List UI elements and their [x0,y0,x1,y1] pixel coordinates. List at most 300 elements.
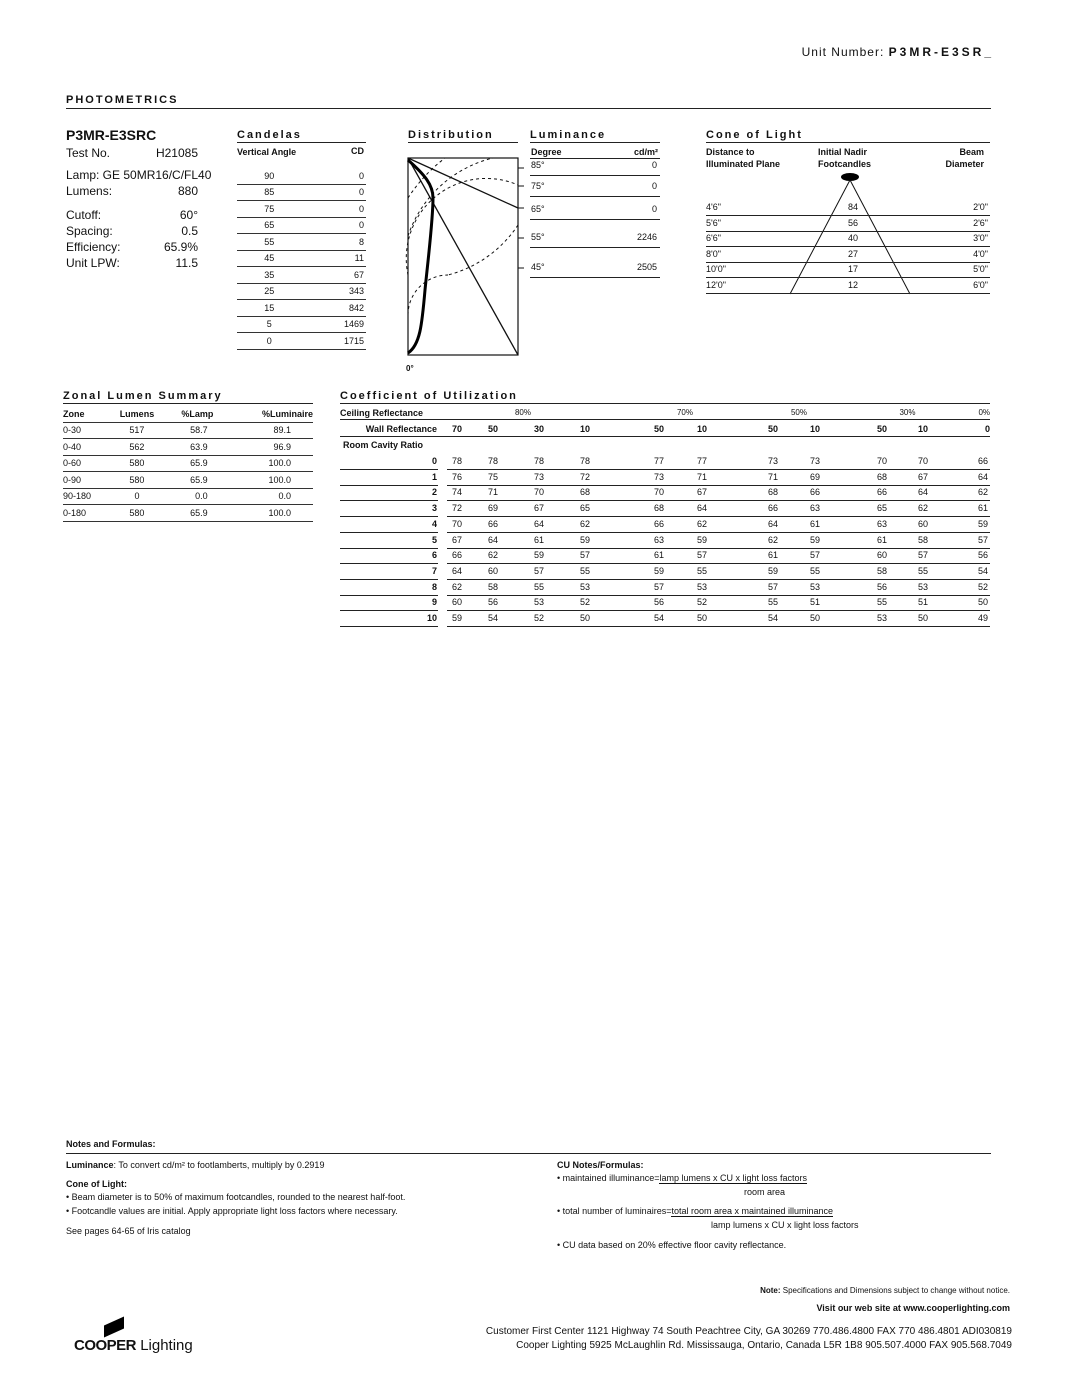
zonal-header: Lumens [109,406,165,422]
cu-cell: 78 [488,456,499,466]
zonal-cell: 96.9 [230,439,313,456]
spec-cutoff [66,208,206,222]
cu-cell: 54 [977,565,988,576]
cu-rcr-value: 5 [431,534,437,545]
note-luminance-label: Luminance [66,1160,114,1170]
candelas-cd: 8 [302,234,367,251]
luminance-value: 2505 [636,262,657,272]
cone-col3-line: Beam [959,147,984,157]
luminance-row-rule [530,247,660,248]
footer-address-1: Customer First Center 1121 Highway 74 South Peachtree City, GA 30269 770.486.4800 FAX 770 486.4801 ADI030819 [485,1326,1012,1337]
cu-cell: 57 [697,550,708,561]
cu-cell: 62 [488,550,499,561]
candelas-angle: 75 [237,201,302,218]
cu-cell: 53 [534,597,545,608]
cu-cell: 64 [534,518,545,529]
candelas-row [237,201,366,218]
candelas-cd: 11 [302,250,367,267]
candelas-cd: 0 [302,201,367,218]
spec-value: H21085 [155,146,198,160]
cu-wall-value: 0 [984,424,990,434]
distribution-diagram [400,150,530,365]
candelas-row [237,217,366,234]
cu-cell: 70 [534,487,545,498]
cu-cell: 67 [452,534,463,545]
zonal-cell: 89.1 [230,422,313,439]
zonal-cell: 0-60 [63,455,109,472]
cu-cell: 66 [654,518,665,529]
cu-ceiling-value: 70% [676,408,693,417]
company-logo [74,1337,193,1354]
zonal-row [63,439,313,456]
spec-label: Test No. [66,146,111,160]
cu-header-rule [340,436,990,437]
cu-row-rule [447,579,990,580]
model-title: P3MR-E3SRC [66,127,157,143]
zonal-cell: 580 [109,505,165,522]
unit-number-value: P3MR-E3SR_ [888,45,994,59]
zonal-row [63,422,313,439]
zonal-cell: 58.7 [165,422,230,439]
cu-cell: 61 [768,550,779,561]
logo-word: Lighting [140,1337,193,1354]
cu-cell: 78 [452,456,463,466]
note-cone-bullet: • Footcandle values are initial. Apply appropriate light loss factors where necessary. [66,1206,398,1216]
cu-cell: 59 [697,534,708,545]
cu-title: Coefficient of Utilization [340,390,518,402]
cu-rcr-value: 1 [431,471,437,482]
cu-cell: 58 [918,534,929,545]
luminance-row-rule [530,196,660,197]
cu-formula-luminaires [557,1206,833,1216]
cu-cell: 53 [877,613,888,623]
cu-cell: 76 [452,471,463,482]
cu-row-rule [447,595,990,596]
cu-cell: 54 [488,613,499,623]
spec-test-no [66,146,206,160]
spec-label: Cutoff: [66,208,102,222]
candelas-row [237,333,366,350]
formula-numerator: lamp lumens x CU x light loss factors [659,1173,808,1183]
cu-cell: 60 [488,565,499,576]
cu-cell: 73 [534,471,545,482]
cu-cell: 64 [918,487,929,498]
zonal-row [63,488,313,505]
candelas-row [237,234,366,251]
zonal-cell: 0-180 [63,505,109,522]
cu-cell: 65 [877,503,888,514]
cu-row-rule [340,469,438,470]
cu-cell: 68 [768,487,779,498]
cu-rcr-value: 2 [431,487,437,498]
unit-number-label: Unit Number: [801,45,885,59]
cu-wall-value: 10 [580,424,591,434]
diagram-arc [406,178,518,275]
footer-website[interactable]: Visit our web site at www.cooperlighting.com [816,1303,1010,1313]
formula-left: • maintained illuminance= [557,1173,660,1183]
candelas-angle: 45 [237,250,302,267]
candelas-angle: 15 [237,300,302,317]
candelas-cd: 343 [302,283,367,300]
luminance-degree: 85° [531,160,545,170]
luminance-value: 0 [651,204,657,214]
cu-cell: 62 [452,581,463,592]
cu-ceiling-value: 30% [899,408,916,417]
candelas-row [237,184,366,201]
cu-cell: 63 [810,503,821,514]
header-rule [66,108,991,109]
cu-cell: 55 [877,597,888,608]
zonal-cell: 517 [109,422,165,439]
cone-diameter: 2'0" [973,202,988,212]
cone-distance: 4'6" [706,202,721,212]
luminance-header-rule [530,158,660,159]
cu-cell: 59 [654,565,665,576]
cu-cell: 67 [697,487,708,498]
notes-rule [66,1153,991,1154]
cu-cell: 53 [580,581,591,592]
cu-row-rule [447,516,990,517]
spec-efficiency [66,240,206,254]
cone-col2-line: Initial Nadir [818,147,868,157]
candelas-angle: 0 [237,333,302,350]
cu-cell: 61 [977,503,988,514]
cu-cell: 58 [877,565,888,576]
cu-cell: 62 [580,518,591,529]
cu-cell: 55 [697,565,708,576]
cu-cell: 49 [977,613,988,623]
spec-label: Efficiency: [66,240,121,254]
cu-wall-value: 50 [768,424,779,434]
cu-cell: 58 [488,581,499,592]
cu-cell: 50 [697,613,708,623]
zonal-header: %Lamp [165,406,230,422]
spec-value: 0.5 [181,224,198,238]
cu-cell: 78 [580,456,591,466]
distribution-rule [408,142,518,143]
cu-cell: 75 [488,471,499,482]
cone-row-rule [706,215,990,216]
cu-rcr-value: 4 [431,518,437,529]
cone-footcandles: 40 [847,233,858,244]
cu-cell: 60 [877,550,888,561]
note-cone-bullet: • Beam diameter is to 50% of maximum footcandles, rounded to the nearest half-foot. [66,1192,406,1202]
cu-wall-value: 50 [877,424,888,434]
cu-row-rule [447,532,990,533]
cu-row-rule [447,563,990,564]
cu-cell: 50 [977,597,988,608]
cu-cell: 73 [654,471,665,482]
cu-rcr-value: 8 [431,581,437,592]
cu-cell: 59 [810,534,821,545]
cu-cell: 68 [580,487,591,498]
cone-footcandles: 12 [847,280,858,290]
footer-address-2: Cooper Lighting 5925 McLaughlin Rd. Mississauga, Ontario, Canada L5R 1B8 905.507.4000 FAX 905.568.7049 [516,1340,1012,1351]
cu-cell: 60 [918,518,929,529]
candelas-angle: 65 [237,217,302,234]
cu-cell: 62 [977,487,988,498]
luminance-col1: Degree [531,147,562,157]
candelas-angle: 35 [237,267,302,284]
diagram-cutoff-line [408,158,518,208]
note-luminance [66,1160,324,1170]
cu-cell: 68 [877,471,888,482]
cu-cell: 55 [534,581,545,592]
cone-diameter: 6'0" [973,280,988,290]
cone-col3 [920,146,984,170]
cu-cell: 64 [768,518,779,529]
cone-diameter: 2'6" [973,217,988,228]
luminance-row-rule [530,175,660,176]
cu-cell: 59 [768,565,779,576]
cu-cell: 61 [877,534,888,545]
cone-distance: 12'0" [706,280,726,290]
spec-value: 11.5 [175,256,198,270]
spec-value: 65.9% [163,240,198,254]
section-title: PHOTOMETRICS [66,94,179,106]
cu-cell: 52 [697,597,708,608]
cu-ceiling-value: 50% [790,408,807,417]
formula-left: • total number of luminaires= [557,1206,672,1216]
cone-col1-line: Distance to [706,147,755,157]
cu-cell: 66 [452,550,463,561]
distribution-title: Distribution [408,129,494,141]
formula-denominator: lamp lumens x CU x light loss factors [711,1220,859,1230]
cu-cell: 57 [580,550,591,561]
unit-number [802,45,994,59]
cone-col1-line: Illuminated Plane [706,159,781,169]
cu-cell: 73 [768,456,779,466]
zonal-cell: 65.9 [165,472,230,489]
cu-cell: 70 [654,487,665,498]
cu-cell: 66 [488,518,499,529]
cone-fixture-icon [841,173,859,181]
candelas-col2: CD [351,146,364,156]
zonal-row [63,472,313,489]
zonal-table [63,406,313,522]
cu-wall-value: 30 [534,424,545,434]
cu-cell: 71 [768,471,779,482]
cu-row-rule [340,563,438,564]
cone-distance: 10'0" [706,264,726,275]
cu-cell: 52 [534,613,545,623]
cu-cell: 61 [534,534,545,545]
cone-title: Cone of Light [706,129,803,141]
luminance-degree: 45° [531,262,545,272]
luminance-value: 0 [651,181,657,191]
cu-cell: 57 [810,550,821,561]
cu-cell: 63 [654,534,665,545]
cu-cell: 71 [697,471,708,482]
distribution-zero-label: 0° [406,364,414,373]
spec-label: Unit LPW: [66,256,120,270]
candelas-row [237,250,366,267]
candelas-cd: 1469 [302,316,367,333]
cu-cell: 62 [768,534,779,545]
cu-cell: 53 [810,581,821,592]
spec-label: Spacing: [66,224,113,238]
cu-rcr-value: 7 [431,565,437,576]
cone-rule [706,142,990,143]
cu-cell: 57 [977,534,988,545]
zonal-cell: 0-30 [63,422,109,439]
zonal-header-row [63,406,313,422]
cu-rcr-value: 3 [431,503,437,514]
cu-cell: 77 [654,456,665,466]
cu-cell: 61 [810,518,821,529]
luminance-degree: 75° [531,181,545,191]
candelas-angle: 85 [237,184,302,201]
luminance-value: 2246 [636,232,657,242]
cu-cell: 64 [697,503,708,514]
cu-cell: 57 [654,581,665,592]
cu-wall-value: 50 [488,424,499,434]
note-cone-label: Cone of Light: [66,1179,127,1189]
candelas-cd: 0 [302,217,367,234]
candelas-angle: 5 [237,316,302,333]
candelas-angle: 55 [237,234,302,251]
cu-cell: 57 [768,581,779,592]
spec-value: 880 [177,184,198,198]
zonal-cell: 0.0 [165,488,230,505]
diagram-curve [408,160,433,353]
cu-rule [340,403,990,404]
cone-row-rule [706,293,990,294]
cu-cell: 66 [877,487,888,498]
luminance-degree: 55° [531,232,545,242]
cone-col1 [706,146,780,170]
cu-row-rule [340,548,438,549]
zonal-cell: 100.0 [230,472,313,489]
cu-cell: 64 [452,565,463,576]
luminance-row-rule [530,277,660,278]
cone-col3-line: Diameter [945,159,984,169]
zonal-cell: 580 [109,455,165,472]
cu-cell: 66 [768,503,779,514]
spec-spacing [66,224,206,238]
cone-diameter: 3'0" [973,233,988,244]
cu-row-rule [340,516,438,517]
candelas-cd: 842 [302,300,367,317]
footer-note-text: Specifications and Dimensions subject to change without notice. [782,1286,1010,1295]
luminance-value: 0 [651,160,657,170]
spec-lumens [66,184,206,198]
cu-wall-value: 10 [697,424,708,434]
cu-cell: 53 [697,581,708,592]
candelas-cd: 0 [302,184,367,201]
candelas-rule [237,142,366,143]
zonal-cell: 562 [109,439,165,456]
cone-footcandles: 17 [847,264,858,275]
spec-label: Lumens: [66,184,113,198]
cu-wall-value: 70 [452,424,463,434]
zonal-cell: 90-180 [63,488,109,505]
spec-lamp: Lamp: GE 50MR16/C/FL40 [66,168,212,182]
zonal-header: %Luminaire [230,406,313,422]
cu-cell: 66 [810,487,821,498]
luminance-degree: 65° [531,204,545,214]
luminance-row-rule [530,219,660,220]
cu-wall-value: 10 [810,424,821,434]
zonal-row [63,505,313,522]
cu-cell: 67 [534,503,545,514]
cu-row-rule [340,485,438,486]
cone-row-rule [706,231,990,232]
cu-cell: 74 [452,487,463,498]
zonal-cell: 0 [109,488,165,505]
cone-footcandles: 84 [847,202,858,212]
cu-cell: 71 [488,487,499,498]
cu-cell: 69 [488,503,499,514]
cu-cell: 50 [918,613,929,623]
cu-cell: 72 [580,471,591,482]
candelas-cd: 1715 [302,333,367,350]
cu-ceiling-label: Ceiling Reflectance [340,408,424,418]
cu-cell: 60 [452,597,463,608]
logo-mark-icon [104,1317,124,1338]
cu-row-rule [340,532,438,533]
cu-cell: 59 [580,534,591,545]
cu-rcr-value: 6 [431,550,437,561]
cu-cell: 63 [877,518,888,529]
zonal-row [63,455,313,472]
cu-cell: 59 [534,550,545,561]
cone-row-rule [706,246,990,247]
zonal-cell: 580 [109,472,165,489]
cu-wall-label: Wall Reflectance [365,424,437,434]
cone-diameter: 5'0" [973,264,988,275]
candelas-row [237,316,366,333]
cu-cell: 69 [810,471,821,482]
cone-distance: 6'6" [706,233,721,244]
spec-value: 60° [179,208,198,222]
cu-cell: 72 [452,503,463,514]
cu-cell: 55 [810,565,821,576]
diagram-arc [408,158,493,236]
cu-rcr-value: 0 [431,456,437,466]
cu-cell: 70 [452,518,463,529]
zonal-cell: 100.0 [230,505,313,522]
cone-footcandles: 56 [847,217,858,228]
candelas-angle: 25 [237,283,302,300]
cu-cell: 59 [452,613,463,623]
cu-ceiling-value: 0% [978,408,990,417]
logo-brand: COOPER [74,1337,137,1354]
formula-denominator: room area [744,1187,786,1197]
cu-cell: 66 [977,456,988,466]
spec-unit-lpw [66,256,206,270]
zonal-header: Zone [63,406,109,422]
cu-rcr-label: Room Cavity Ratio [343,440,424,450]
cu-cell: 52 [977,581,988,592]
cu-cell: 55 [918,565,929,576]
diagram-beam-line [408,158,518,355]
cu-row-rule [447,500,990,501]
candelas-title: Candelas [237,129,302,141]
luminance-col2: cd/m² [633,147,658,157]
cu-row-rule [447,485,990,486]
zonal-title: Zonal Lumen Summary [63,390,223,402]
cone-distance: 8'0" [706,248,721,259]
notes-title: Notes and Formulas: [66,1139,156,1149]
cu-rcr-value: 10 [426,613,437,623]
cu-row-rule [447,610,990,611]
zonal-cell: 65.9 [165,455,230,472]
cu-cell: 56 [654,597,665,608]
candelas-cd: 0 [302,168,367,184]
luminance-rule [530,142,660,143]
cu-cell: 52 [580,597,591,608]
